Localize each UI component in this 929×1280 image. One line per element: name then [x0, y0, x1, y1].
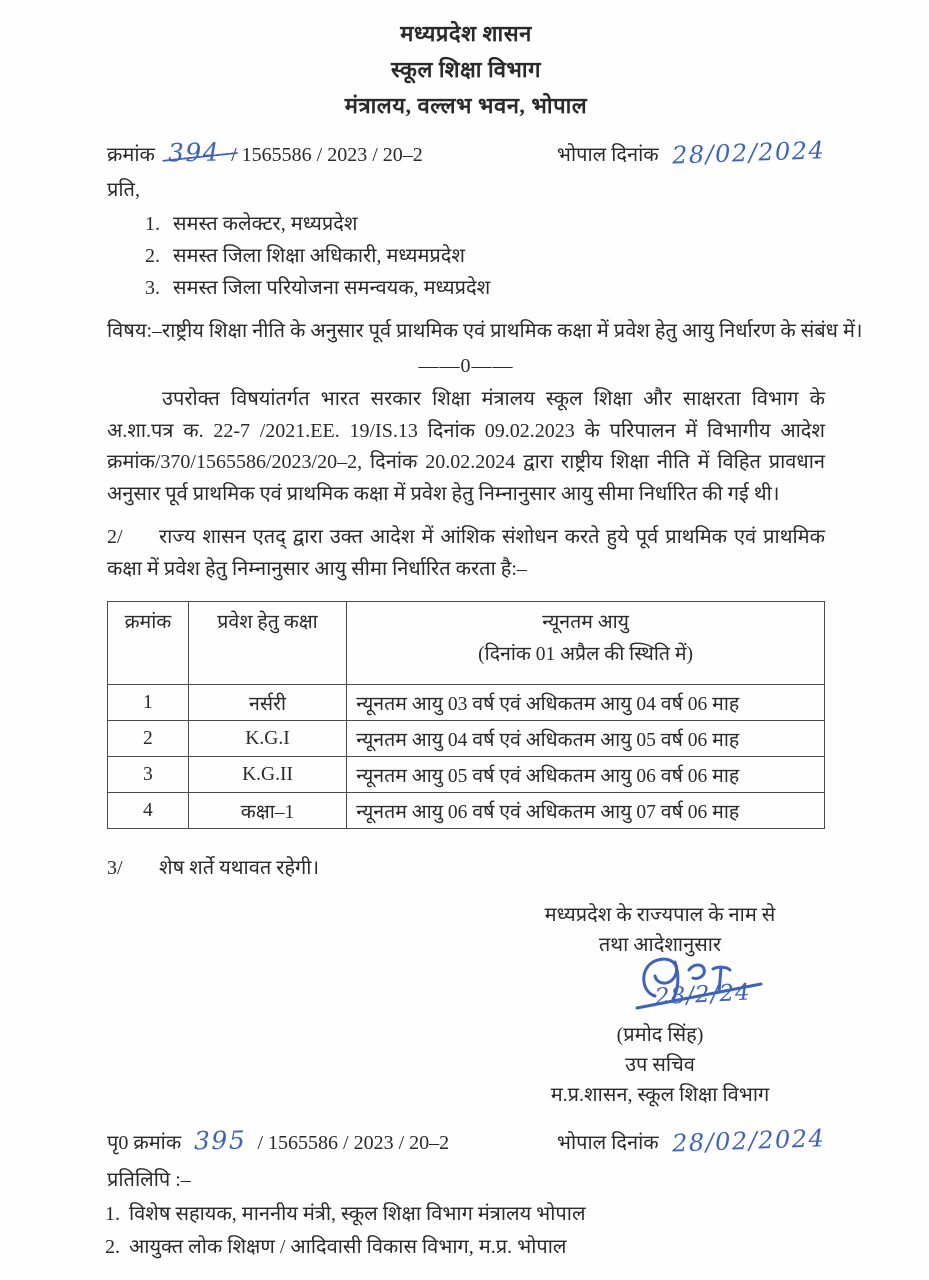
paragraph-number: 2/: [107, 526, 123, 548]
recipients-list: [165, 208, 825, 304]
handwritten-letter-number: 394: [160, 137, 227, 167]
signatory-name: (प्रमोद सिंह): [616, 1024, 704, 1046]
place-date-label: भोपाल दिनांक: [556, 144, 659, 166]
cell-class: K.G.I: [188, 721, 346, 757]
by-order-line: तथा आदेशानुसार: [598, 934, 722, 956]
signatory-department: म.प्र.शासन, स्कूल शिक्षा विभाग: [550, 1084, 770, 1106]
body-paragraph-2: [107, 522, 825, 585]
cell-class: कक्षा–1: [188, 793, 346, 829]
handwritten-signature-date: 28/2/24: [654, 979, 752, 1011]
government-name: मध्यप्रदेश शासन: [400, 21, 532, 46]
recipient-item: 1. समस्त कलेक्टर, मध्यप्रदेश: [165, 208, 825, 240]
column-header-minimum-age: [347, 602, 825, 685]
endorsement-row: [107, 1124, 826, 1158]
cell-class: नर्सरी: [188, 685, 346, 721]
office-address: मंत्रालय, वल्लभ भवन, भोपाल: [344, 93, 588, 118]
column-header-class: प्रवेश हेतु कक्षा: [188, 602, 346, 685]
place-date-label: भोपाल दिनांक: [556, 1132, 659, 1154]
copy-item: 1. विशेष सहायक, माननीय मंत्री, स्कूल शिक्षा विभाग मंत्रालय भोपाल: [125, 1198, 825, 1231]
reference-label: क्रमांक: [107, 144, 155, 166]
copies-list: [125, 1198, 825, 1264]
recipient-item: 3. समस्त जिला परियोजना समन्वयक, मध्यप्रदेश: [165, 272, 825, 304]
admission-age-table: [107, 601, 825, 829]
minimum-age-title: न्यूनतम आयु: [542, 612, 629, 633]
section-divider: ——0——: [418, 355, 514, 377]
cell-age-limit: न्यूनतम आयु 05 वर्ष एवं अधिकतम आयु 06 वर्ष 06 माह: [347, 757, 825, 793]
signature-block: [505, 900, 815, 1110]
handwritten-endorsement-number: 395: [193, 1125, 247, 1156]
recipient-item: 2. समस्त जिला शिक्षा अधिकारी, मध्यमप्रदेश: [165, 240, 825, 272]
body-paragraph-3: [107, 853, 825, 880]
copy-item: 2. आयुक्त लोक शिक्षण / आदिवासी विकास विभाग, म.प्र. भोपाल: [125, 1231, 825, 1264]
cell-serial: 4: [108, 793, 189, 829]
cell-age-limit: न्यूनतम आयु 04 वर्ष एवं अधिकतम आयु 05 वर्ष 06 माह: [347, 721, 825, 757]
table-row: [108, 685, 825, 721]
handwritten-date: 28/02/2024: [671, 136, 826, 170]
handwritten-date: 28/02/2024: [671, 1124, 826, 1158]
reference-number: [107, 138, 423, 167]
signature-area: [505, 960, 815, 1020]
endorsement-number-rest: / 1565586 / 2023 / 20–2: [257, 1132, 450, 1154]
table-row: [108, 793, 825, 829]
endorsement-place-date: [556, 1124, 826, 1158]
cell-serial: 2: [108, 721, 189, 757]
subject-text: राष्ट्रीय शिक्षा नीति के अनुसार पूर्व प्राथमिक एवं प्राथमिक कक्षा में प्रवेश हेतु आयु निर्धारण के संबंध में।: [162, 320, 863, 342]
paragraph-text: राज्य शासन एतद् द्वारा उक्त आदेश में आंशिक संशोधन करते हुये पूर्व प्राथमिक एवं प्राथमिक कक्षा में प्रवेश हेतु निम्नानुसार आयु सीमा निर्धारित करता है:–: [107, 526, 825, 580]
cell-age-limit: न्यूनतम आयु 06 वर्ष एवं अधिकतम आयु 07 वर्ष 06 माह: [347, 793, 825, 829]
paragraph-number: 3/: [107, 857, 123, 879]
reference-row: [107, 136, 826, 170]
cell-serial: 1: [108, 685, 189, 721]
paragraph-text: शेष शर्ते यथावत रहेगी।: [159, 857, 320, 879]
table-header: [108, 602, 825, 685]
table-row: [108, 757, 825, 793]
table-row: [108, 721, 825, 757]
subject-label: विषय:–: [107, 320, 163, 342]
authority-line: मध्यप्रदेश के राज्यपाल के नाम से: [544, 904, 776, 926]
cell-serial: 3: [108, 757, 189, 793]
endorsement-number: [107, 1126, 449, 1155]
to-label: प्रति,: [107, 179, 140, 201]
minimum-age-subtitle: (दिनांक 01 अप्रैल की स्थिति में): [478, 644, 694, 665]
signatory-designation: उप सचिव: [625, 1054, 695, 1076]
department-name: स्कूल शिक्षा विभाग: [391, 57, 541, 82]
cell-class: K.G.II: [188, 757, 346, 793]
place-and-date: [556, 136, 826, 170]
endorsement-label: पृ0 क्रमांक: [107, 1132, 182, 1154]
reference-number-rest: / 1565586 / 2023 / 20–2: [231, 144, 423, 166]
body-paragraph-1: उपरोक्त विषयांतर्गत भारत सरकार शिक्षा मंत्रालय स्कूल शिक्षा और साक्षरता विभाग के अ.शा.पत्र क. 22-7 /2021.EE. 19/IS.13 दिनांक 09.02.2023 के परिपालन में विभागीय आदेश क्रमांक/370/1565586/2023/20–2, दिनांक 20.02.2024 द्वारा राष्ट्रीय शिक्षा नीति में विहित प्रावधान अनुसार पूर्व प्राथमिक एवं प्राथमिक कक्षा में प्रवेश हेतु निम्नानुसार आयु सीमा निर्धारित की गई थी।: [107, 388, 825, 505]
letterhead: [107, 16, 825, 124]
cell-age-limit: न्यूनतम आयु 03 वर्ष एवं अधिकतम आयु 04 वर्ष 06 माह: [347, 685, 825, 721]
column-header-serial: क्रमांक: [108, 602, 189, 685]
copies-label: प्रतिलिपि :–: [107, 1169, 191, 1191]
subject-line: [107, 316, 887, 347]
